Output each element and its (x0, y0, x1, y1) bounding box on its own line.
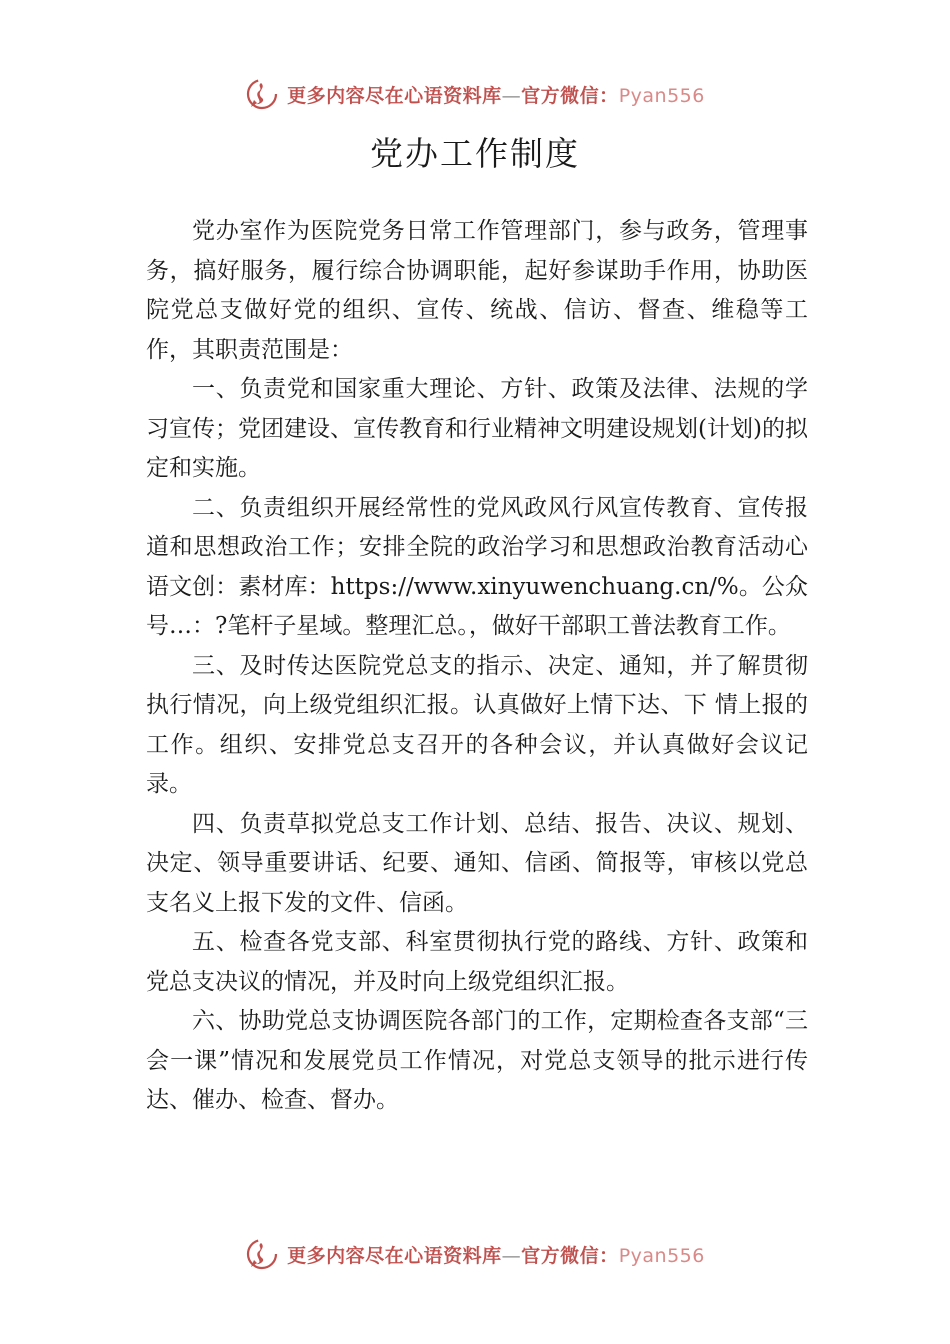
watermark-separator: — (501, 84, 522, 107)
watermark-separator: — (501, 1244, 522, 1267)
watermark-text (287, 81, 705, 108)
header-watermark (0, 72, 950, 116)
watermark-wechat-label: 官方微信： (521, 1244, 619, 1267)
flame-logo-icon (245, 77, 279, 111)
paragraph-item-6: 六、协助党总支协调医院各部门的工作，定期检查各支部“三会一课”情况和发展党员工作情况，对党总支领导的批示进行传达、催办、检查、督办。 (146, 1008, 808, 1113)
document-title: 党办工作制度 (370, 134, 580, 173)
watermark-text (287, 1241, 705, 1268)
paragraph-item-4: 四、负责草拟党总支工作计划、总结、报告、决议、规划、决定、领导重要讲话、纪要、通知、信函、简报等，审核以党总支名义上报下发的文件、信函。 (146, 810, 808, 916)
watermark-wechat-label: 官方微信： (521, 84, 619, 107)
watermark-brand: 更多内容尽在心语资料库 (287, 1244, 502, 1267)
footer-watermark (0, 1232, 950, 1276)
watermark-wechat-id: Pyan556 (618, 1244, 705, 1267)
paragraph-item-5: 五、检查各党支部、科室贯彻执行党的路线、方针、政策和党总支决议的情况，并及时向上级党组织汇报。 (146, 929, 808, 995)
flame-logo-icon (245, 1237, 279, 1271)
watermark-wechat-id: Pyan556 (618, 84, 705, 107)
paragraph-item-2: 二、负责组织开展经常性的党风政风行风宣传教育、宣传报道和思想政治工作；安排全院的政治学习和思想政治教育活动心语文创：素材库：https://www.xinyuwenchuang.cn/%。公众号…：?笔杆子星域。整理汇总。，做好干部职工普法教育工作。 (146, 494, 808, 639)
paragraph-item-3: 三、及时传达医院党总支的指示、决定、通知，并了解贯彻执行情况，向上级党组织汇报。认真做好上情下达、下 情上报的工作。组织、安排党总支召开的各种会议，并认真做好会议记录。 (146, 652, 808, 797)
document-body (146, 212, 808, 1121)
paragraph-item-1: 一、负责党和国家重大理论、方针、政策及法律、法规的学习宣传；党团建设、宣传教育和行业精神文明建设规划(计划)的拟定和实施。 (146, 376, 808, 481)
watermark-brand: 更多内容尽在心语资料库 (287, 84, 502, 107)
paragraph-intro: 党办室作为医院党务日常工作管理部门，参与政务，管理事务，搞好服务，履行综合协调职能，起好参谋助手作用，协助医院党总支做好党的组织、宣传、统战、信访、督查、维稳等工作，其职责范围是： (146, 218, 808, 363)
